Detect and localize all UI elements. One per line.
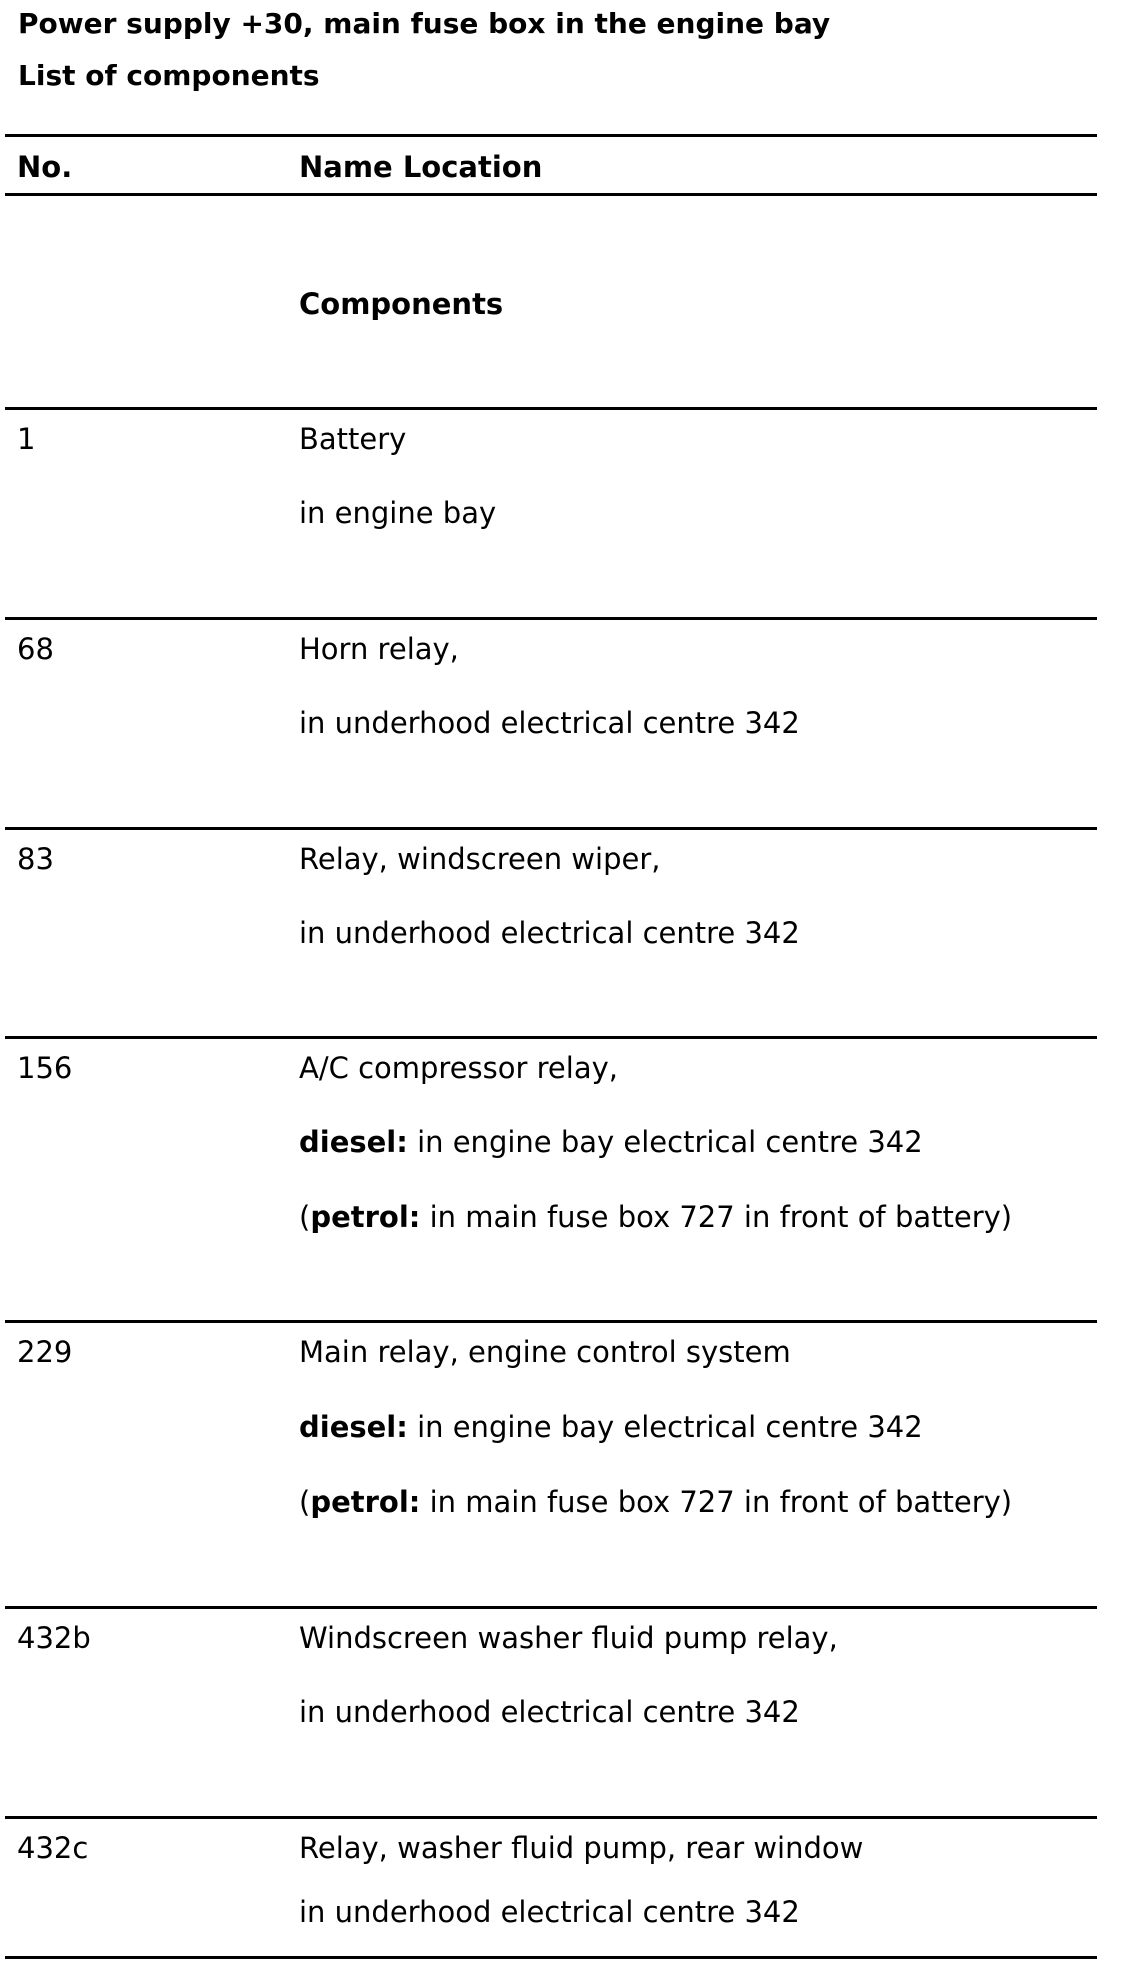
table-top-rule <box>5 134 1097 137</box>
page-subtitle: List of components <box>18 59 320 92</box>
row-divider <box>5 1606 1097 1609</box>
diesel-label: diesel: <box>299 1410 408 1444</box>
open-paren: ( <box>299 1200 311 1234</box>
petrol-location: in main fuse box 727 in front of battery) <box>429 1200 1013 1234</box>
header-bottom-rule <box>5 193 1097 196</box>
row-number: 83 <box>17 842 54 876</box>
row-name: A/C compressor relay, <box>299 1051 618 1085</box>
petrol-label: petrol: <box>310 1485 421 1519</box>
row-location-petrol <box>299 1485 1012 1519</box>
row-name: Main relay, engine control system <box>299 1335 791 1369</box>
page-title: Power supply +30, main fuse box in the engine bay <box>18 7 831 40</box>
row-location: in underhood electrical centre 342 <box>299 916 800 950</box>
row-divider <box>5 617 1097 620</box>
row-location: in underhood electrical centre 342 <box>299 1895 800 1929</box>
header-name-location: Name Location <box>299 150 543 184</box>
table-bottom-rule <box>5 1956 1097 1959</box>
diesel-label: diesel: <box>299 1125 408 1159</box>
diesel-location: in engine bay electrical centre 342 <box>417 1410 923 1444</box>
row-divider <box>5 1036 1097 1039</box>
row-location-petrol <box>299 1200 1012 1234</box>
row-divider <box>5 827 1097 830</box>
row-divider <box>5 1816 1097 1819</box>
row-number: 432b <box>17 1621 91 1655</box>
row-number: 432c <box>17 1831 89 1865</box>
diesel-location: in engine bay electrical centre 342 <box>417 1125 923 1159</box>
row-location-diesel <box>299 1125 923 1159</box>
row-location: in underhood electrical centre 342 <box>299 1695 800 1729</box>
row-name: Windscreen washer fluid pump relay, <box>299 1621 838 1655</box>
row-number: 156 <box>17 1051 73 1085</box>
row-location: in underhood electrical centre 342 <box>299 706 800 740</box>
row-number: 229 <box>17 1335 73 1369</box>
header-no: No. <box>17 150 73 184</box>
row-name: Relay, windscreen wiper, <box>299 842 661 876</box>
row-divider <box>5 407 1097 410</box>
row-number: 1 <box>17 422 36 456</box>
row-divider <box>5 1320 1097 1323</box>
row-name: Horn relay, <box>299 632 459 666</box>
row-name: Battery <box>299 422 407 456</box>
petrol-label: petrol: <box>310 1200 421 1234</box>
row-number: 68 <box>17 632 54 666</box>
row-location-diesel <box>299 1410 923 1444</box>
petrol-location: in main fuse box 727 in front of battery) <box>429 1485 1013 1519</box>
open-paren: ( <box>299 1485 311 1519</box>
row-name: Relay, washer fluid pump, rear window <box>299 1831 864 1865</box>
row-location: in engine bay <box>299 496 497 530</box>
section-heading: Components <box>299 287 504 321</box>
